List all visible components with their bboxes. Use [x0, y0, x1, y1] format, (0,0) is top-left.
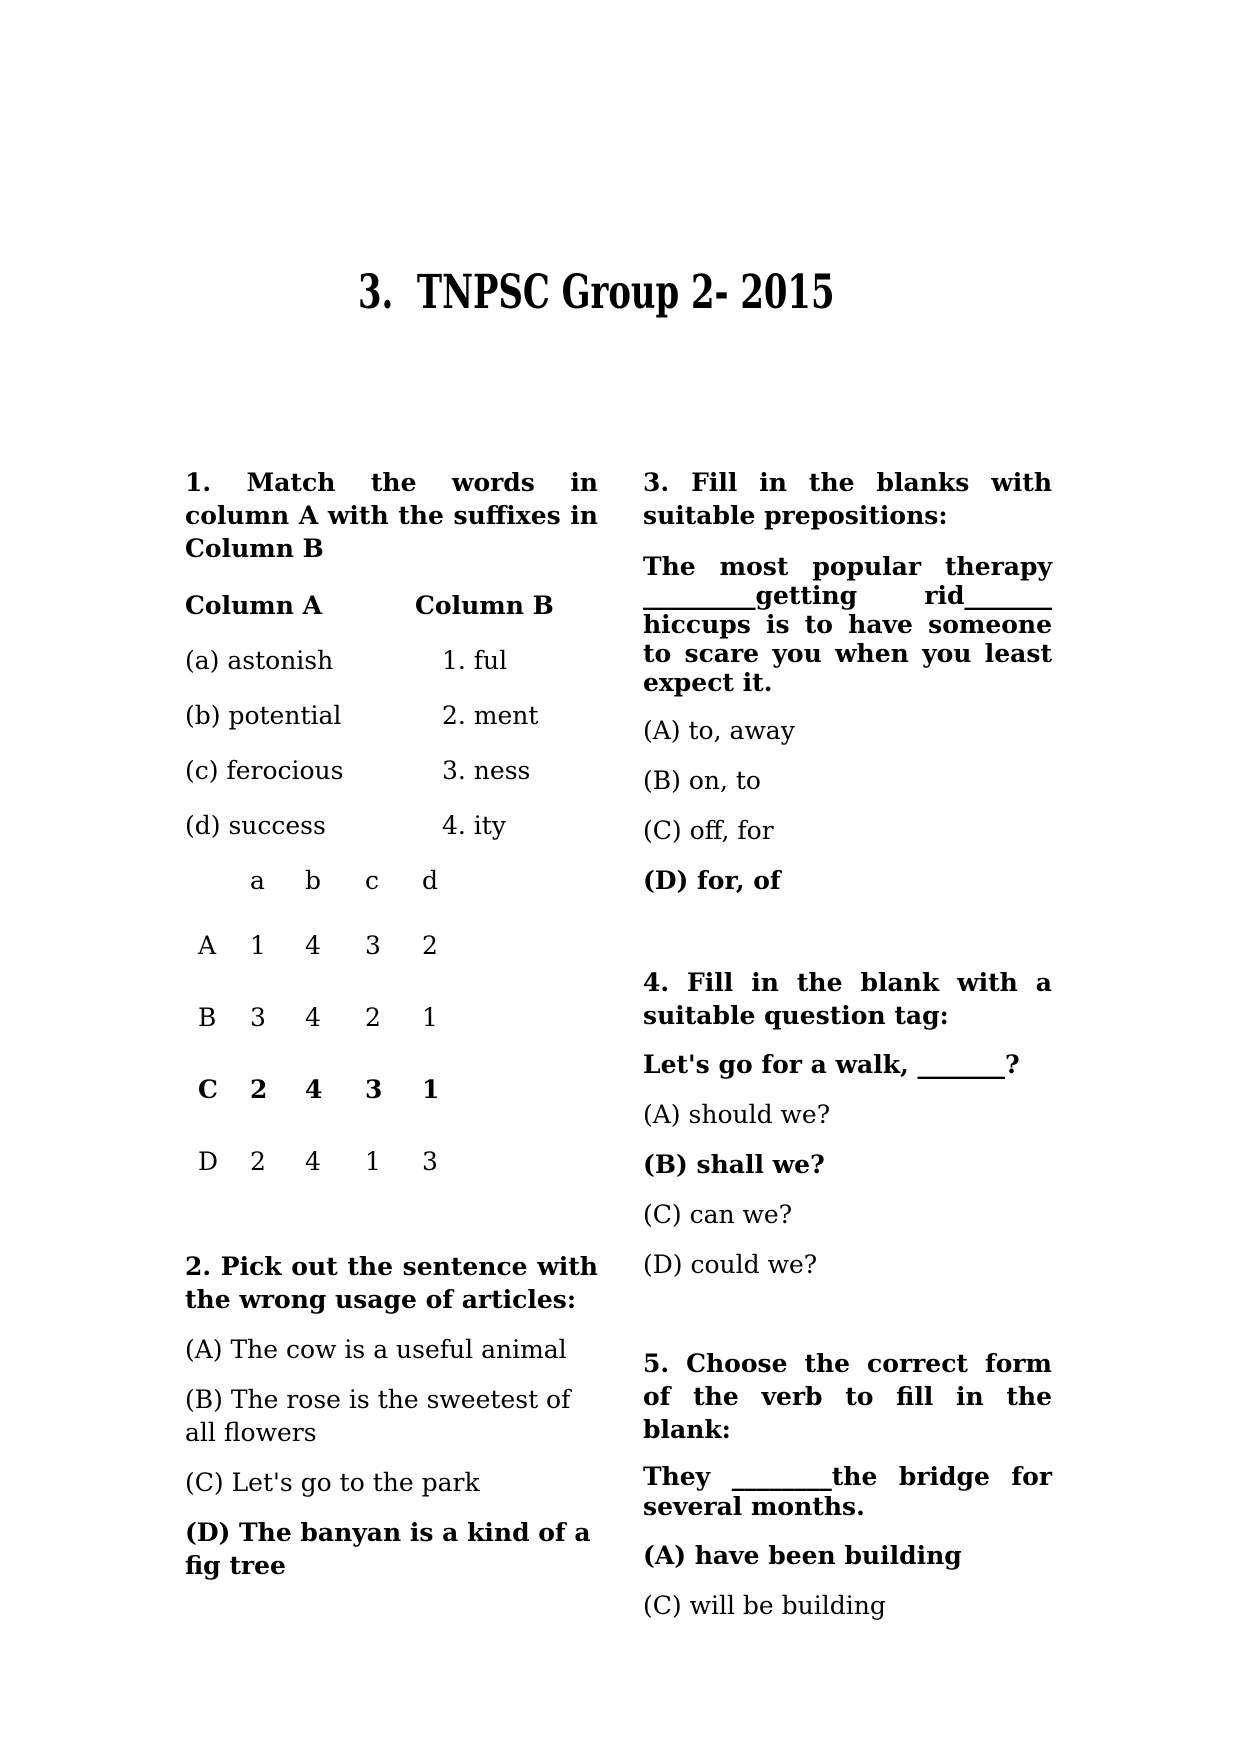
- matrix-cell: 4: [305, 1147, 321, 1176]
- answer-option: (A) should we?: [643, 1100, 831, 1129]
- matrix-cell: 2: [365, 1003, 381, 1032]
- question-4-heading: 4. Fill in the blank with a suitable question tag:: [643, 968, 1052, 1030]
- matrix-row-label: B: [198, 1003, 217, 1032]
- matrix-header-row: [185, 864, 598, 897]
- question-3-options: [643, 714, 1052, 897]
- matrix-cell: 2: [422, 931, 438, 960]
- answer-option: (A) have been building: [643, 1541, 962, 1570]
- question-4: [643, 966, 1052, 1281]
- column-b-header: Column B: [415, 591, 554, 620]
- matrix-header-cell: c: [365, 866, 380, 895]
- question-2: [185, 1250, 598, 1582]
- matrix-cell: 4: [305, 1075, 323, 1104]
- question-2-options: [185, 1333, 598, 1582]
- matrix-row-label: C: [198, 1075, 218, 1104]
- column-b-item: 4. ity: [442, 811, 506, 840]
- matrix-cell: 2: [250, 1075, 268, 1104]
- matrix-cell: 3: [365, 931, 381, 960]
- matrix-cell: 3: [250, 1003, 266, 1032]
- matrix-cell: 1: [365, 1147, 381, 1176]
- question-5-options: [643, 1539, 1052, 1622]
- matrix-cell: 3: [365, 1075, 383, 1104]
- column-a-item: (a) astonish: [185, 646, 334, 675]
- answer-option: (C) Let's go to the park: [185, 1468, 480, 1497]
- matrix-cell: 4: [305, 1003, 321, 1032]
- answer-option: (C) will be building: [643, 1591, 886, 1620]
- question-5: [643, 1347, 1052, 1622]
- column-a-header: Column A: [185, 591, 322, 620]
- matrix-header-cell: a: [250, 866, 265, 895]
- left-column: [185, 458, 598, 1582]
- matrix-corner: [198, 864, 250, 897]
- matrix-cell: 1: [422, 1075, 440, 1104]
- question-4-options: [643, 1098, 1052, 1281]
- matrix-row-C: [185, 1073, 598, 1106]
- question-3-heading: 3. Fill in the blanks with suitable prepositions:: [643, 468, 1052, 530]
- match-pair: [185, 644, 598, 677]
- matrix-row-label: D: [198, 1147, 219, 1176]
- matrix-row-B: [185, 1001, 598, 1034]
- answer-option: (D) The banyan is a kind of a fig tree: [185, 1518, 591, 1580]
- answer-option: (D) for, of: [643, 866, 781, 895]
- question-1: [185, 466, 598, 1178]
- matrix-cell: 1: [250, 931, 266, 960]
- matrix-row-D: [185, 1145, 598, 1178]
- answer-option: (A) to, away: [643, 716, 795, 745]
- answer-option: (B) The rose is the sweetest of all flowers: [185, 1385, 571, 1447]
- match-pairs-list: [185, 644, 598, 842]
- column-b-item: 3. ness: [442, 756, 531, 785]
- match-column-headers: [185, 589, 598, 622]
- matrix-cell: 4: [305, 931, 321, 960]
- page-title: 3. TNPSC Group 2- 2015: [358, 265, 835, 321]
- right-column: [643, 458, 1052, 1622]
- question-3-passage: The most popular therapy _________getting rid_______ hiccups is to have someone to scare you when you least expect it.: [643, 552, 1052, 697]
- matrix-row-label: A: [198, 931, 217, 960]
- matrix-row-A: [185, 929, 598, 962]
- answer-option: (C) can we?: [643, 1200, 793, 1229]
- question-5-heading: 5. Choose the correct form of the verb to fill in the blank:: [643, 1349, 1052, 1444]
- answer-option: (B) shall we?: [643, 1150, 825, 1179]
- column-b-item: 1. ful: [442, 646, 508, 675]
- column-a-item: (c) ferocious: [185, 756, 344, 785]
- column-b-item: 2. ment: [442, 701, 539, 730]
- question-4-prompt: Let's go for a walk, _______?: [643, 1050, 1020, 1079]
- matrix-header-cell: b: [305, 866, 322, 895]
- question-5-prompt: They ________the bridge for several months.: [643, 1462, 1052, 1521]
- answer-option: (D) could we?: [643, 1250, 818, 1279]
- match-pair: [185, 699, 598, 732]
- match-pair: [185, 809, 598, 842]
- answer-option: (C) off, for: [643, 816, 774, 845]
- answer-option: (B) on, to: [643, 766, 761, 795]
- question-3: [643, 466, 1052, 897]
- matrix-cell: 1: [422, 1003, 438, 1032]
- answer-matrix: [185, 864, 598, 1178]
- match-pair: [185, 754, 598, 787]
- column-a-item: (b) potential: [185, 701, 342, 730]
- question-1-heading: 1. Match the words in column A with the suffixes in Column B: [185, 468, 598, 563]
- matrix-cell: 2: [250, 1147, 266, 1176]
- matrix-header-cell: d: [422, 866, 439, 895]
- matrix-cell: 3: [422, 1147, 438, 1176]
- column-a-item: (d) success: [185, 811, 326, 840]
- question-2-heading: 2. Pick out the sentence with the wrong usage of articles:: [185, 1252, 598, 1314]
- answer-option: (A) The cow is a useful animal: [185, 1335, 567, 1364]
